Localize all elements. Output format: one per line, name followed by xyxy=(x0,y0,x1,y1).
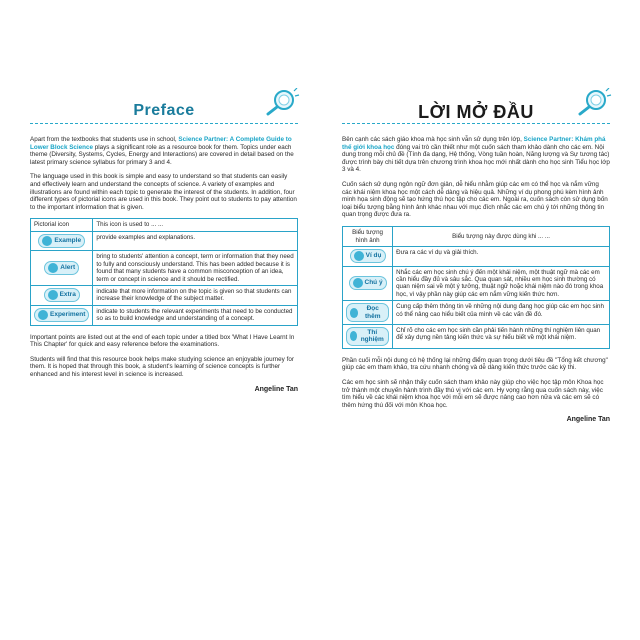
table-header: Biểu tượng này được dùng khi ... ... xyxy=(393,226,610,246)
icon-legend-table xyxy=(342,226,610,349)
table-row xyxy=(343,324,610,348)
example-icon: Ví dụ xyxy=(350,249,386,263)
table-row xyxy=(31,231,298,250)
extra-icon: Đọc thêm xyxy=(346,303,389,322)
icon-legend-table xyxy=(30,218,298,325)
page-title: Preface xyxy=(133,102,195,119)
table-row xyxy=(343,301,610,325)
table-header: This icon is used to ... ... xyxy=(93,219,298,232)
preface-body xyxy=(30,136,298,393)
book-title-highlight: Science Partner: Khám phá thế giới khoa học xyxy=(342,136,606,151)
author-signature: Angeline Tan xyxy=(254,385,298,393)
header-divider xyxy=(30,123,298,124)
table-header-row xyxy=(343,226,610,246)
table-row xyxy=(343,247,610,266)
preface-page xyxy=(30,96,298,546)
table-cell: provide examples and explanations. xyxy=(93,231,298,250)
paragraph: The language used in this book is simple and easy to understand so that students can easily and effectively learn and understand the concepts of science. A variety of examples and illustrations are found within each topic to generate the interest of the students. In addition, four different types of pictorial icons are used in this book. They point out to students to pay attention to the important information that is given. xyxy=(30,173,297,211)
icon-cell xyxy=(31,251,93,286)
icon-cell xyxy=(343,266,393,301)
icon-cell xyxy=(31,231,93,250)
table-header: Biểu tượng hình ảnh xyxy=(343,226,393,246)
table-header: Pictorial icon xyxy=(31,219,93,232)
paragraph: Phần cuối mỗi nội dung có hệ thống lại những điểm quan trọng dưới tiêu đề "Tổng kết chương" giúp các em tham khảo, tra cứu nhanh chóng và dễ dàng kiến thức trước các kỳ thi. xyxy=(342,356,608,372)
paragraph: Cuốn sách sử dụng ngôn ngữ đơn giản, dễ hiểu nhằm giúp các em có thể học và nắm vững các khái niệm khoa học một cách dễ dàng và hiệu quả. Những ví dụ phong phú kèm hình ảnh minh họa sinh động sẽ tạo hứng thú học tập cho các em. Ngoài ra, cuốn sách còn sử dụng bốn loại biểu tượng bằng hình ảnh khác nhau với mục đích nhắc các em chú ý tới những thông tin quan trọng được đưa ra. xyxy=(342,180,608,219)
paragraph: Students will find that this resource book helps make studying science an enjoyable journey for them. It is hoped that through this book, a student's learning of science concepts is further enhanced and his interest level in science is increased. xyxy=(30,355,294,378)
magnifier-bulb-icon xyxy=(264,88,300,116)
text: Apart from the textbooks that students use in school, xyxy=(30,136,179,143)
experiment-icon: Thí nghiệm xyxy=(346,327,389,346)
author-signature: Angeline Tan xyxy=(566,416,610,424)
table-cell: bring to students' attention a concept, term or information that they need to fully and consciously understand. This has been added because it is found that many students have a common misconception of an idea, term or concept in science and it should be rectified. xyxy=(93,251,298,286)
icon-cell xyxy=(343,247,393,266)
table-cell: indicate to students the relevant experiments that need to be conducted so as to build knowledge and understanding of a concept. xyxy=(93,305,298,325)
extra-icon: Extra xyxy=(44,288,80,302)
paragraph: Important points are listed out at the end of each topic under a titled box 'What I Have Learnt In This Chapter' for quick and easy reference before the examinations. xyxy=(30,333,295,349)
table-row xyxy=(31,305,298,325)
page-header xyxy=(342,96,610,130)
loi-mo-dau-body xyxy=(342,136,610,424)
book-title-highlight: Science Partner: A Complete Guide to Lower Block Science xyxy=(30,136,292,151)
table-cell: Đưa ra các ví dụ và giải thích. xyxy=(393,247,610,266)
paragraph xyxy=(342,136,610,174)
alert-icon: Chú ý xyxy=(349,276,387,290)
example-icon: Example xyxy=(38,234,85,248)
icon-cell xyxy=(343,324,393,348)
icon-cell xyxy=(343,301,393,325)
page-title: LỜI MỞ ĐẦU xyxy=(418,102,534,122)
header-divider xyxy=(342,123,610,124)
table-cell: Cung cấp thêm thông tin về những nội dung đang học giúp các em học sinh có thể nâng cao hiểu biết của mình về các vấn đề đó. xyxy=(393,301,610,325)
experiment-icon: Experiment xyxy=(34,308,89,322)
table-header-row xyxy=(31,219,298,232)
alert-icon: Alert xyxy=(44,261,79,275)
magnifier-bulb-icon xyxy=(576,88,612,116)
paragraph: Các em học sinh sẽ nhận thấy cuốn sách tham khảo này giúp cho việc học tập môn Khoa học trở thành một chuyến hành trình đầy thú vị với các em. Hy vọng rằng qua cuốn sách này, việc tìm hiểu về các khái niệm khoa học với mỗi em sẽ được nâng cao hơn nữa và các em sẽ có thêm hứng thú đối với môn Khoa học. xyxy=(342,378,604,409)
text: plays a significant role as a resource book for them. Topics under each theme (Diversity, Systems, Cycles, Energy and Interactions) are covered in detail based on the latest primary science syllabus for primary 3 and 4. xyxy=(30,143,294,166)
icon-cell xyxy=(31,305,93,325)
table-cell: indicate that more information on the topic is given so that students can increase their knowledge of the subject matter. xyxy=(93,285,298,305)
table-row xyxy=(343,266,610,301)
table-cell: Chỉ rõ cho các em học sinh cần phải tiến hành những thí nghiệm liên quan để xây dựng nền tảng kiến thức và sự hiểu biết về một khái niệm. xyxy=(393,324,610,348)
table-cell: Nhắc các em học sinh chú ý đến một khái niệm, một thuật ngữ mà các em cần hiểu đầy đủ và sâu sắc. Qua quan sát, nhiều em học sinh thường có quan niệm sai về một ý tưởng, thuật ngữ hoặc khái niệm nào đó trong khoa học, vì vậy phần này giúp các em nắm vững kiến thức hơn. xyxy=(393,266,610,301)
icon-cell xyxy=(31,285,93,305)
table-row xyxy=(31,285,298,305)
text: Bên cạnh các sách giáo khoa mà học sinh vẫn sử dụng trên lớp, xyxy=(342,136,524,143)
paragraph xyxy=(30,136,298,166)
table-row xyxy=(31,251,298,286)
page-header xyxy=(30,96,298,130)
loi-mo-dau-page xyxy=(342,96,610,546)
text: đóng vai trò cần thiết như một cuốn sách tham khảo dành cho các em. Nội dung trong mỗi chủ đề (Tính đa dạng, Hệ thống, Vòng tuần hoàn, Năng lượng và Sự tương tác) được trình bày chi tiết dựa trên chương trình khoa học mới nhất dành cho học sinh Tiểu học lớp 3 và 4. xyxy=(342,143,610,174)
